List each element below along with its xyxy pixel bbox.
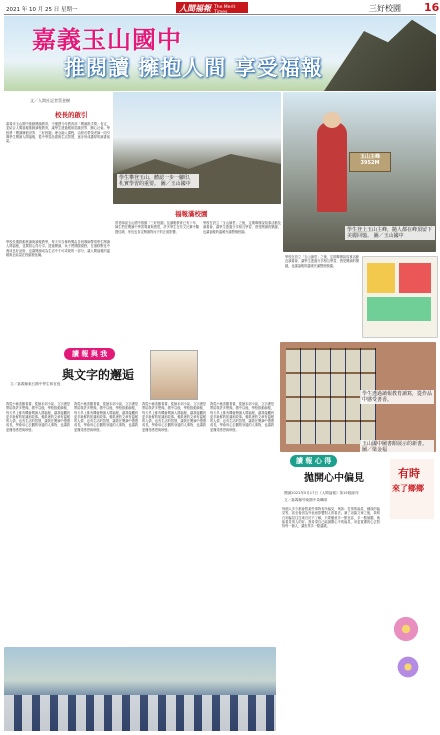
column2-title: 拋開心中偏見 [304,473,364,484]
column2-date-line: 閱讀2021年5月17日《人間福報》第15版副刊 [284,491,359,495]
issue-date: 2021 年 10 月 25 日 星期一 [6,7,78,13]
summit-sign-name: 玉山主峰 [359,154,380,160]
column1-body-3: 我從小就喜歡看書，從繪本到小說，文字總是帶給我許多想像。國中以後，學校推動讀報，每天早上都有機會閱讀人間福報，讓我接觸到更多新鮮的知識和故事。報紙裡的文章有溫暖的人情，也有生活的智慧，讓我在閱讀中慢慢成長，學會用心去觀察身邊的人事物，也讓我更懂得感恩與珍惜。 [142,402,206,432]
column2-byline: 文／嘉義縣竹崎國中黃珮晴 [284,498,328,502]
feature-col1: 嘉義市玉山國中推動閱讀教育，不僅獲今年教育部「閱讀推手獎」肯定，並結合人間福報推動讀報教育，讓學生透過報紙認識世界、關心社會。學校將「閱讀擁抱世界、三好校園」理念融入課程，由校長帶領老師一同引導學生閱讀人間福報，從中學習品德與生活智慧，逐步形成濃厚的讀書風氣。 [6,122,110,144]
column1-title: 與文字的邂逅 [62,368,135,382]
photo-summit [283,92,436,252]
column-reading-notes [280,455,436,733]
column1-body: 我從小就喜歡看書，從繪本到小說，文字總是帶給我許多想像。國中以後，學校推動讀報，每天早上都有機會閱讀人間福報，讓我接觸到更多新鮮的知識和故事。報紙裡的文章有溫暖的人情，也有生活的智慧，讓我在閱讀中慢慢成長，學會用心去觀察身邊的人事物，也讓我更懂得感恩與珍惜。 [6,402,70,432]
page-header [4,1,440,15]
section2-heading: 福報滿校園 [175,210,208,218]
column1-body-2: 我從小就喜歡看書，從繪本到小說，文字總是帶給我許多想像。國中以後，學校推動讀報，每天早上都有機會閱讀人間福報，讓我接觸到更多新鮮的知識和故事。報紙裡的文章有溫暖的人情，也有生活的智慧，讓我在閱讀中慢慢成長，學會用心去觀察身邊的人事物，也讓我更懂得感恩與珍惜。 [74,402,138,432]
person-figure [317,122,347,212]
caption-summit: 學生登上玉山主峰，隨人都在峰頂留下美麗回憶。 圖／玉山國中 [345,226,435,240]
author-portrait [150,350,198,400]
feature-col5: 學校在設立「玉山讀堂」之後，定期舉辦說故事活動及讀書會，讓學生透過分享相互學習，感受閱讀的樂趣，也讓福報的溫暖充滿整個校園。 [285,255,359,268]
poster-1 [367,263,395,293]
caption-books: 玉山國中圖書館展示的新書。 圖／梁金福 [360,440,434,454]
group-row [4,695,276,731]
summit-sign-height: 3952M [360,160,380,166]
feature-col4: 學校在設立「玉山讀堂」之後，定期舉辦說故事活動及讀書會，讓學生透過分享相互學習，感受閱讀的樂趣，也讓福報的溫暖充滿整個校園。 [203,221,281,234]
hero-title: 嘉義玉山國中 [32,26,182,54]
feature-col2: 學校長期推動晨讀與讀報教學，每天早自修時間由各班導師帶領學生閱讀人間福報，並撰寫心得分享。透過閱讀，孩子們開闊視野，在潛移默化中養成良好品格，也讓閱讀成為生活中不可或缺的一部分，讓人間福報的溫暖與正能量在校園裡延續。 [6,240,110,257]
person-head [323,112,341,128]
caption-wall: 學生透過讀報教育讀寫，從作品中感受書香。 [362,391,433,403]
side-art-line2: 來了鄉鄉 [392,484,424,493]
side-art-line1: 有時 [398,467,420,480]
brand-name: 人間福報 [179,4,211,13]
page-number: 16 [424,1,440,14]
photo-mountain-climb [113,92,281,204]
summit-sign [349,152,391,172]
poster-2 [399,263,431,293]
column2-body: 每個人多少都會對某些事物有所偏見，例如：性別的偏見、種族的偏見等，甚至會因為外表而影響對人的看法。讀了這篇文章之後，我明白到偏見往往來自於不了解，只要願意多一點包容，多一點傾聽，就能看見別人的好。我希望自己能拋開心中的偏見，用更寬廣的心去對待每一個人，讓世界多一點溫暖。 [282,507,380,529]
caption-mountain: 學生攀登玉山，體認一步一腳印，札實學習的重要。 圖／玉山國中 [117,174,199,188]
column1-tag: 讀 報 與 我 [64,348,115,360]
feature-col3: 曾老師說玉山國中推動「三好校園」及讀報教育已有十年，師生們在閱讀中學習尊重與感恩，許多學生在作文比賽中屢獲佳績，家長也肯定閱讀對孩子的正面影響。 [115,221,199,234]
photo-class-group [4,647,276,731]
poster-3 [367,297,431,321]
section1-heading: 校長的啟引 [55,111,88,119]
feature-byline: 文／人間社記者蔡金樹 [30,98,70,103]
brand-logo [176,2,248,13]
brand-english: The Merit Times [214,5,236,15]
side-art-box [390,459,434,519]
column-reading-and-me [4,342,278,732]
column1-body-4: 我從小就喜歡看書，從繪本到小說，文字總是帶給我許多想像。國中以後，學校推動讀報，每天早上都有機會閱讀人間福報，讓我接觸到更多新鮮的知識和故事。報紙裡的文章有溫暖的人情，也有生活的智慧，讓我在閱讀中慢慢成長，學會用心去觀察身邊的人事物，也讓我更懂得感恩與珍惜。 [210,402,274,432]
hero-subtitle: 推閱讀 擁抱人間 享受福報 [64,56,323,80]
section-name: 三好校園 [369,4,401,13]
column2-tag: 讀 報 心 得 [290,455,337,467]
flower-illustration-2 [396,655,420,679]
column1-byline: 文／嘉義縣東石國中學生林宜庭 [10,382,61,386]
hero-banner [4,16,436,91]
photo-reading-wall [362,256,438,338]
flower-illustration [392,615,420,643]
